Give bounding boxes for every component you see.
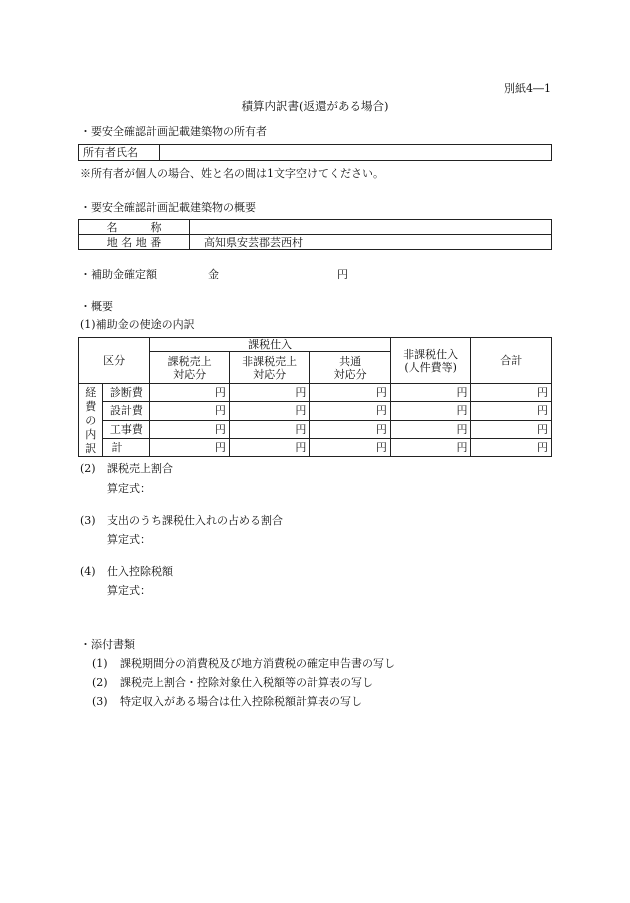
side-label-char: 訳 — [85, 442, 97, 455]
owner-heading: ・要安全確認計画記載建築物の所有者 — [80, 125, 267, 138]
owner-name-label: 所有者氏名 — [79, 145, 160, 161]
side-label-char: 経 — [85, 386, 97, 399]
row-label-construction: 工事費 — [103, 420, 150, 438]
expense-breakdown-side-label — [79, 384, 103, 457]
common-header — [310, 352, 391, 384]
row-label-diagnosis: 診断費 — [103, 384, 150, 402]
breakdown-table — [78, 337, 552, 457]
attachment-number: (3) — [92, 695, 108, 708]
subsidy-label: ・補助金確定額 — [80, 268, 157, 281]
amount-cell[interactable]: 円 — [150, 402, 230, 420]
amount-cell[interactable]: 円 — [229, 384, 310, 402]
amount-cell[interactable]: 円 — [471, 402, 552, 420]
amount-cell[interactable]: 円 — [310, 420, 391, 438]
attachment-number: (1) — [92, 657, 108, 670]
breakdown-table-caption: (1)補助金の使途の内訳 — [80, 318, 195, 331]
attachment-item: 課税売上割合・控除対象仕入税額等の計算表の写し — [120, 676, 373, 689]
side-label-char: 費 — [85, 400, 97, 413]
total-header: 合計 — [471, 338, 552, 384]
amount-cell[interactable]: 円 — [150, 420, 230, 438]
amount-cell[interactable]: 円 — [150, 438, 230, 456]
building-overview-heading: ・要安全確認計画記載建築物の概要 — [80, 201, 256, 214]
side-label-char: の — [85, 414, 97, 427]
amount-cell[interactable]: 円 — [310, 402, 391, 420]
item-title-taxable-purchase-share: 支出のうち課税仕入れの占める割合 — [107, 514, 283, 527]
row-label-design: 設計費 — [103, 402, 150, 420]
nontaxable-purchase-header — [390, 338, 471, 384]
amount-cell[interactable]: 円 — [229, 402, 310, 420]
formula-label: 算定式： — [107, 584, 151, 597]
building-address-label: 地 名 地 番 — [79, 235, 190, 250]
amount-cell[interactable]: 円 — [390, 402, 471, 420]
document-title: 積算内訳書(返還がある場合) — [241, 99, 389, 113]
annex-label: 別紙4―1 — [504, 82, 551, 95]
building-address-field[interactable]: 高知県安芸郡芸西村 — [190, 235, 552, 250]
nontaxable-sales-header — [229, 352, 310, 384]
amount-cell[interactable]: 円 — [310, 384, 391, 402]
amount-cell[interactable]: 円 — [390, 420, 471, 438]
amount-cell[interactable]: 円 — [471, 384, 552, 402]
amount-cell[interactable]: 円 — [471, 438, 552, 456]
formula-label: 算定式： — [107, 482, 151, 495]
attachment-item: 特定収入がある場合は仕入控除税額計算表の写し — [120, 695, 362, 708]
item-title-taxable-sales-ratio: 課税売上割合 — [107, 462, 173, 475]
common-header-line2: 対応分 — [333, 367, 367, 381]
taxable-sales-header-line1: 課税売上 — [167, 354, 212, 368]
amount-cell[interactable]: 円 — [229, 438, 310, 456]
nontaxable-header-line1: 非課税仕入 — [403, 347, 459, 361]
common-header-line1: 共通 — [339, 354, 362, 368]
summary-heading: ・概要 — [80, 300, 113, 313]
attachment-number: (2) — [92, 676, 108, 689]
item-title-purchase-tax-deduction: 仕入控除税額 — [107, 565, 173, 578]
item-number: (3) — [80, 514, 96, 527]
taxable-sales-header — [150, 352, 230, 384]
attachment-item: 課税期間分の消費税及び地方消費税の確定申告書の写し — [120, 657, 395, 670]
owner-name-field[interactable] — [160, 145, 552, 161]
side-label-char: 内 — [85, 428, 97, 441]
formula-label: 算定式： — [107, 533, 151, 546]
amount-cell[interactable]: 円 — [229, 420, 310, 438]
building-name-field[interactable] — [190, 220, 552, 235]
nontaxable-sales-header-line2: 対応分 — [253, 367, 287, 381]
taxable-sales-header-line2: 対応分 — [173, 367, 207, 381]
building-overview-table — [78, 219, 552, 250]
taxable-purchase-header: 課税仕入 — [150, 338, 391, 352]
owner-note: ※所有者が個人の場合、姓と名の間は1文字空けてください。 — [80, 167, 384, 180]
nontaxable-sales-header-line1: 非課税売上 — [242, 354, 298, 368]
category-header: 区分 — [79, 338, 150, 384]
attachments-heading: ・添付書類 — [80, 638, 135, 651]
row-label-total: 計 — [103, 438, 150, 456]
subsidy-unit: 円 — [337, 268, 348, 281]
subsidy-currency-prefix: 金 — [208, 268, 219, 281]
amount-cell[interactable]: 円 — [390, 438, 471, 456]
nontaxable-header-line2: (人件費等) — [404, 360, 457, 374]
item-number: (2) — [80, 462, 96, 475]
amount-cell[interactable]: 円 — [150, 384, 230, 402]
amount-cell[interactable]: 円 — [310, 438, 391, 456]
item-number: (4) — [80, 565, 96, 578]
amount-cell[interactable]: 円 — [390, 384, 471, 402]
building-name-label: 名 称 — [79, 220, 190, 235]
owner-table — [78, 144, 552, 161]
amount-cell[interactable]: 円 — [471, 420, 552, 438]
